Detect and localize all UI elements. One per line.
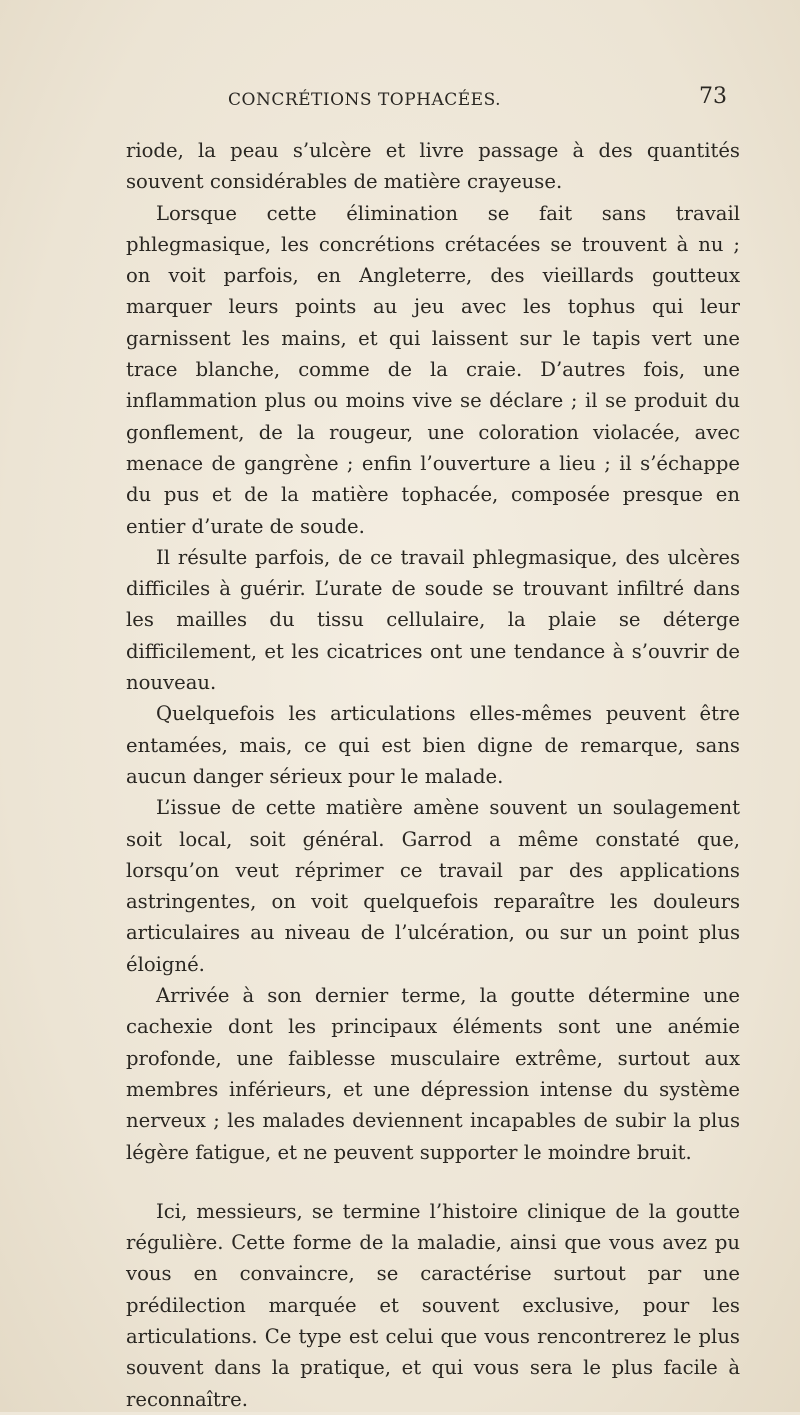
- paragraph: Ici, messieurs, se termine l’histoire clinique de la goutte régulière. Cette forme de la maladie, ainsi que vous avez pu vous en convaincre, se caractérise surtout par une prédilection marquée et souvent exclusive, pour les articulations. Ce type est celui que vous rencontrerez le plus souvent dans la pratique, et qui vous sera le plus facile à reconnaître.: [126, 1199, 740, 1411]
- paragraph: L’issue de cette matière amène souvent un soulagement soit local, soit général. Garrod a même constaté que, lorsqu’on veut réprimer ce travail par des applications astringentes, on voit quelquefois reparaître les douleurs articulaires au niveau de l’ulcération, ou sur un point plus éloigné.: [126, 796, 740, 976]
- paragraph: riode, la peau s’ulcère et livre passage à des quantités souvent considérables de matière crayeuse.: [126, 139, 740, 194]
- paragraph: Il résulte parfois, de ce travail phlegmasique, des ulcères difficiles à guérir. L’urate de soude se trouvant infiltré dans les mailles du tissu cellulaire, la plaie se déterge difficilement, et les cicatrices ont une tendance à s’ouvrir de nouveau.: [126, 545, 740, 695]
- running-title: CONCRÉTIONS TOPHACÉES.: [228, 90, 502, 110]
- body-text: [126, 135, 740, 1415]
- paragraph: Lorsque cette élimination se fait sans travail phlegmasique, les concrétions crétacées se trouvent à nu ; on voit parfois, en Angleterre, des vieillards goutteux marquer leurs points au jeu avec les tophus qui leur garnissent les mains, et qui laissent sur le tapis vert une trace blanche, comme de la craie. D’autres fois, une inflammation plus ou moins vive se déclare ; il se produit du gonflement, de la rougeur, une coloration violacée, avec menace de gangrène ; enfin l’ouverture a lieu ; il s’échappe du pus et de la matière tophacée, composée presque en entier d’urate de soude.: [126, 201, 740, 538]
- paragraph: Arrivée à son dernier terme, la goutte détermine une cachexie dont les principaux éléments sont une anémie profonde, une faiblesse musculaire extrême, surtout aux membres inférieurs, et une dépression intense du système nerveux ; les malades deviennent incapables de subir la plus légère fatigue, et ne peuvent supporter le moindre bruit.: [126, 984, 740, 1164]
- paragraph: Quelquefois les articulations elles-mêmes peuvent être entamées, mais, ce qui est bien digne de remarque, sans aucun danger sérieux pour le malade.: [126, 702, 740, 788]
- page-header: [0, 84, 800, 120]
- page-number: 73: [699, 84, 727, 109]
